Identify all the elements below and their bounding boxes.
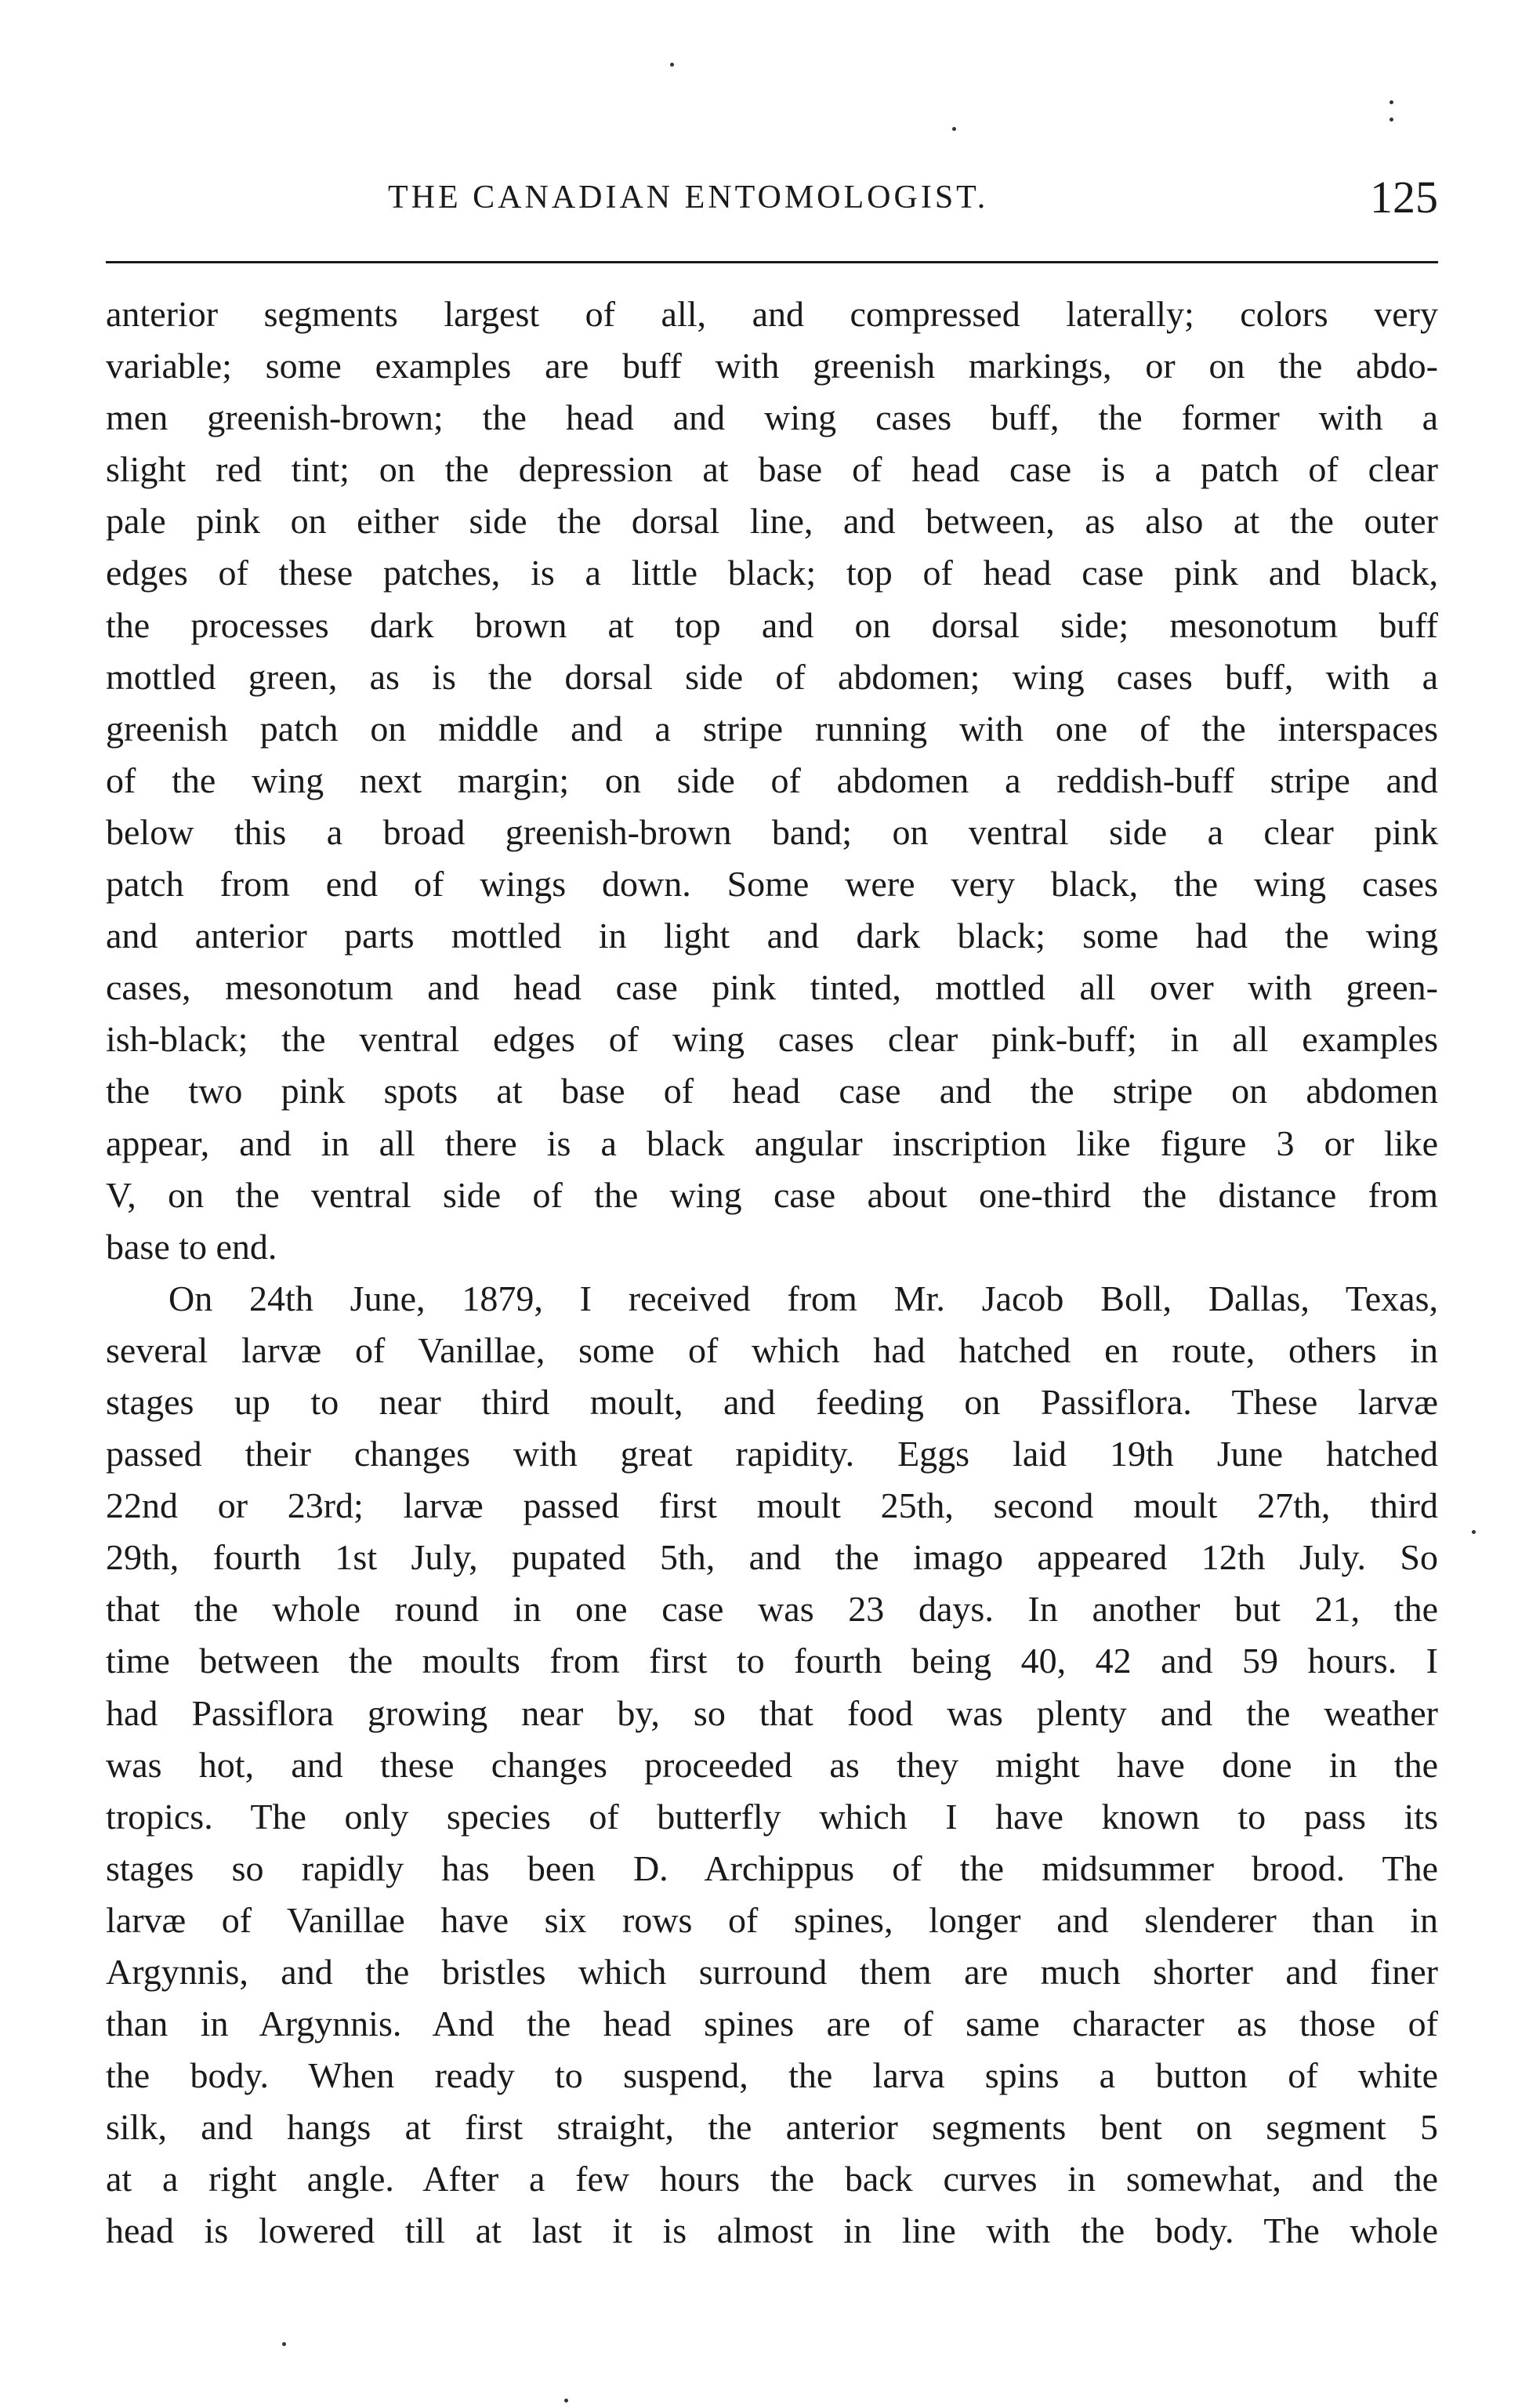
text-line: variable; some examples are buff with greenish markings, or on the abdo- (106, 346, 1438, 386)
text-line: stages so rapidly has been D. Archippus of the midsummer brood. The (106, 1848, 1438, 1888)
text-line: base to end. (106, 1226, 277, 1267)
scan-speck (282, 2342, 286, 2346)
text-line: at a right angle. After a few hours the back curves in somewhat, and the (106, 2159, 1438, 2199)
text-line: Argynnis, and the bristles which surround them are much shorter and finer (106, 1952, 1438, 1992)
text-line: the processes dark brown at top and on dorsal side; mesonotum buff (106, 604, 1438, 645)
text-line: greenish patch on middle and a stripe running with one of the interspaces (106, 708, 1438, 749)
text-line: had Passiflora growing near by, so that food was plenty and the weather (106, 1692, 1438, 1733)
text-line: and anterior parts mottled in light and dark black; some had the wing (106, 916, 1438, 956)
body-text (106, 288, 1438, 2258)
text-line: the two pink spots at base of head case and the stripe on abdomen (106, 1071, 1438, 1112)
running-head: THE CANADIAN ENTOMOLOGIST. (388, 180, 989, 216)
text-line: the body. When ready to suspend, the larva spins a button of white (106, 2055, 1438, 2096)
text-line: V, on the ventral side of the wing case about one-third the distance from (106, 1174, 1438, 1215)
scan-speck (1390, 118, 1393, 121)
text-line: ish-black; the ventral edges of wing cases clear pink-buff; in all examples (106, 1019, 1438, 1060)
text-line: several larvæ of Vanillae, some of which had hatched en route, others in (106, 1329, 1438, 1370)
text-line: edges of these patches, is a little black; top of head case pink and black, (106, 553, 1438, 593)
scan-speck (1472, 1530, 1476, 1534)
text-line: anterior segments largest of all, and compressed laterally; colors very (106, 294, 1438, 334)
text-line: On 24th June, 1879, I received from Mr. Jacob Boll, Dallas, Texas, (168, 1278, 1438, 1318)
text-line: men greenish-brown; the head and wing cases buff, the former with a (106, 397, 1438, 438)
text-line: below this a broad greenish-brown band; on ventral side a clear pink (106, 811, 1438, 852)
text-line: pale pink on either side the dorsal line, and between, as also at the outer (106, 501, 1438, 542)
text-line: 22nd or 23rd; larvæ passed first moult 25th, second moult 27th, third (106, 1485, 1438, 1526)
text-line: stages up to near third moult, and feeding on Passiflora. These larvæ (106, 1381, 1438, 1422)
text-line: mottled green, as is the dorsal side of abdomen; wing cases buff, with a (106, 656, 1438, 697)
page-number: 125 (1370, 172, 1438, 223)
text-line: 29th, fourth 1st July, pupated 5th, and the imago appeared 12th July. So (106, 1537, 1438, 1578)
text-line: time between the moults from first to fourth being 40, 42 and 59 hours. I (106, 1641, 1438, 1681)
header-rule (106, 261, 1438, 263)
text-line: of the wing next margin; on side of abdomen a reddish-buff stripe and (106, 760, 1438, 800)
scan-speck (564, 2399, 568, 2403)
text-line: silk, and hangs at first straight, the anterior segments bent on segment 5 (106, 2107, 1438, 2148)
text-line: appear, and in all there is a black angular inscription like figure 3 or like (106, 1122, 1438, 1163)
text-line: that the whole round in one case was 23 days. In another but 21, the (106, 1589, 1438, 1630)
text-line: passed their changes with great rapidity. Eggs laid 19th June hatched (106, 1434, 1438, 1474)
text-line: cases, mesonotum and head case pink tinted, mottled all over with green- (106, 967, 1438, 1008)
text-line: than in Argynnis. And the head spines are of same character as those of (106, 2004, 1438, 2044)
text-line: was hot, and these changes proceeded as they might have done in the (106, 1744, 1438, 1785)
text-line: tropics. The only species of butterfly which I have known to pass its (106, 1796, 1438, 1837)
text-line: head is lowered till at last it is almost in line with the body. The whole (106, 2210, 1438, 2251)
text-line: larvæ of Vanillae have six rows of spines, longer and slenderer than in (106, 1899, 1438, 1940)
text-line: patch from end of wings down. Some were very black, the wing cases (106, 864, 1438, 905)
page-header (106, 171, 1438, 226)
scan-speck (670, 63, 674, 67)
scan-speck (1390, 100, 1393, 104)
text-line: slight red tint; on the depression at base of head case is a patch of clear (106, 449, 1438, 490)
scan-speck (952, 127, 956, 131)
